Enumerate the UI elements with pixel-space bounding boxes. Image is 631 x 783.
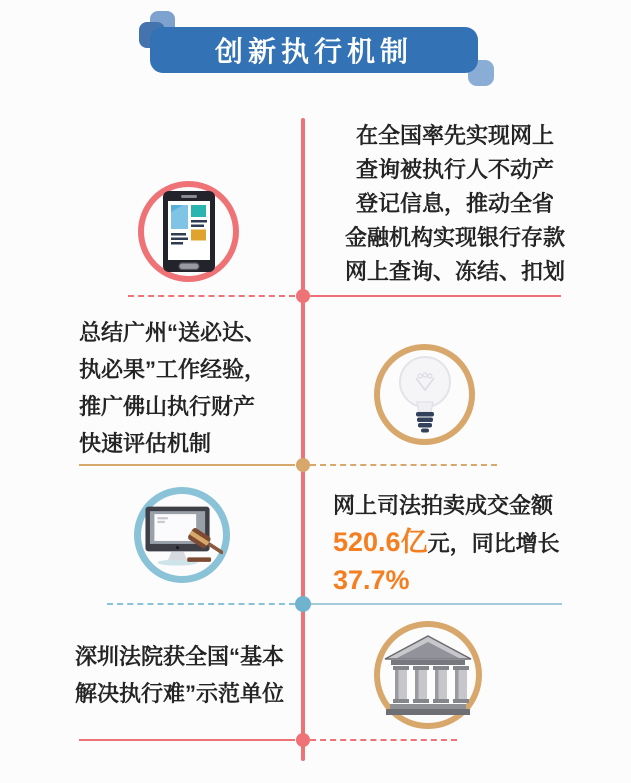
timeline-dot-1: [296, 289, 310, 303]
computer-gavel-icon: [141, 491, 223, 579]
text-line: 网上司法拍卖成交金额: [333, 493, 554, 518]
auction-amount-value: 520.6亿: [333, 527, 428, 557]
text-line: [333, 524, 593, 562]
text-line: 快速评估机制: [79, 431, 212, 456]
timeline-dot-3: [295, 596, 311, 612]
section-4-icon-circle: [374, 621, 482, 729]
timeline-dot-4: [296, 733, 310, 747]
section-1-icon-circle: [138, 181, 239, 282]
text-line: 解决执行难”示范单位: [75, 681, 285, 706]
text-line: [333, 562, 593, 600]
section-2-icon-circle: [374, 344, 475, 445]
text-line: 网上查询、冻结、扣划: [344, 259, 565, 284]
text-line: 深圳法院获全国“基本: [75, 644, 285, 669]
page-title: 创新执行机制: [214, 36, 413, 67]
text-line: 查询被执行人不动产: [355, 157, 554, 182]
text-line: 登记信息，推动全省: [355, 191, 554, 216]
lightbulb-icon: [390, 352, 460, 438]
tablet-icon: [159, 190, 219, 274]
section-3-text: [333, 487, 593, 600]
title-banner: [150, 27, 478, 73]
text-line: 总结广州“送必达、: [79, 320, 267, 345]
section-3-icon-circle: [134, 487, 230, 583]
connector-1-solid-right: [310, 295, 561, 297]
connector-2-dashed-right: [310, 464, 497, 466]
auction-amount-suffix: 元，同比增长: [427, 531, 560, 556]
connector-4-solid-left: [79, 739, 295, 741]
connector-3-dashed-left: [107, 603, 295, 605]
section-2-text: [79, 314, 319, 462]
text-line: 执必果”工作经验，: [79, 357, 267, 382]
bank-icon: [382, 633, 474, 717]
connector-4-dashed-right: [310, 739, 457, 741]
connector-1-dashed-left: [128, 295, 295, 297]
text-line: 金融机构实现银行存款: [344, 225, 565, 250]
section-1-text: [310, 119, 600, 289]
connector-2-solid-left: [79, 464, 295, 466]
section-4-text: [75, 638, 325, 712]
connector-3-solid-right: [311, 603, 562, 605]
growth-percent-value: 37.7%: [333, 565, 410, 595]
text-line: 在全国率先实现网上: [355, 123, 554, 148]
text-line: 推广佛山执行财产: [79, 394, 256, 419]
